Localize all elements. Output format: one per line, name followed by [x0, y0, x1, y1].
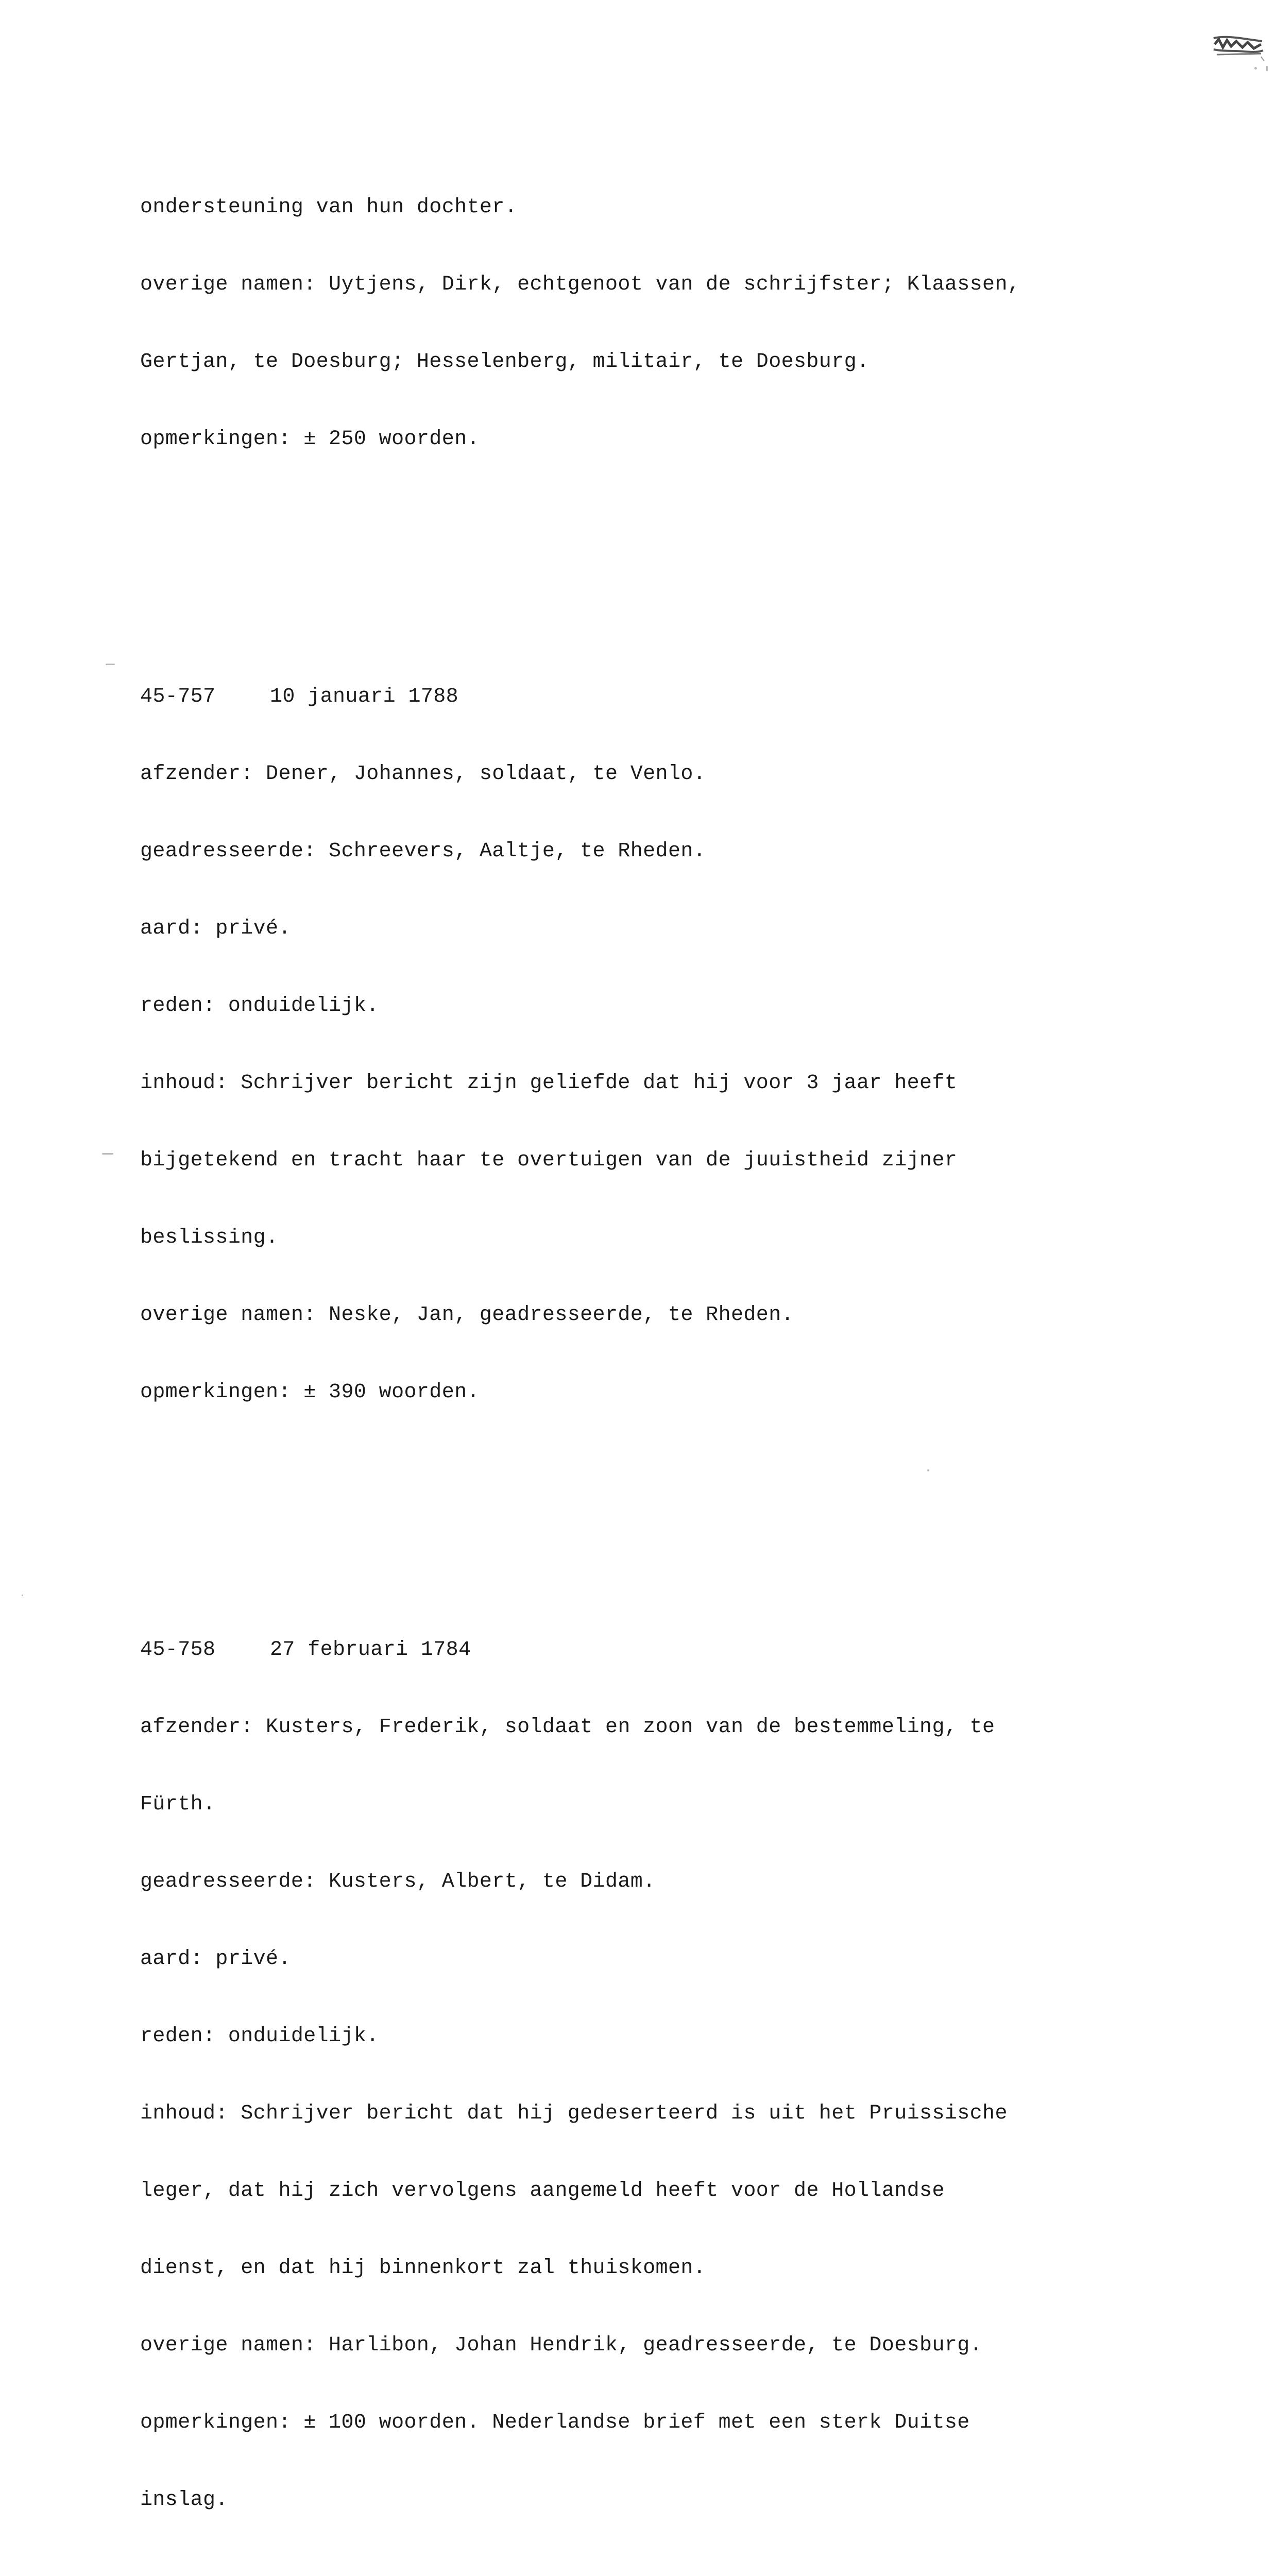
- entry-line: beslissing.: [140, 1226, 279, 1249]
- entry-line: afzender: Dener, Johannes, soldaat, te Venlo.: [140, 762, 706, 786]
- entry-line: inhoud: Schrijver bericht dat hij gedeserteerd is uit het Pruissische: [140, 2102, 1008, 2125]
- archive-stamp-icon: [1212, 34, 1265, 63]
- entry-line: inhoud: Schrijver bericht zijn geliefde dat hij voor 3 jaar heeft: [140, 1072, 958, 1095]
- letter-entry: [140, 1586, 1170, 2565]
- entry-line: overige namen: Uytjens, Dirk, echtgenoot van de schrijfster; Klaassen,: [140, 273, 1020, 296]
- entry-line: inslag.: [140, 2488, 228, 2512]
- entry-line: Gertjan, te Doesburg; Hesselenberg, militair, te Doesburg.: [140, 350, 870, 374]
- entry-line: opmerkingen: ± 250 woorden.: [140, 428, 480, 451]
- entry-line: aard: privé.: [140, 917, 291, 940]
- entry-line: dienst, en dat hij binnenkort zal thuiskomen.: [140, 2257, 706, 2280]
- entry-date: 10 januari 1788: [270, 685, 459, 708]
- entry-number: 45-758: [140, 1638, 216, 1662]
- continued-entry: [140, 143, 1170, 504]
- entry-line: ondersteuning van hun dochter.: [140, 196, 518, 219]
- entry-line: aard: privé.: [140, 1947, 291, 1971]
- entry-line: bijgetekend en tracht haar te overtuigen van de juuistheid zijner: [140, 1149, 958, 1172]
- entry-line: reden: onduidelijk.: [140, 994, 379, 1018]
- entry-line: Fürth.: [140, 1793, 216, 1816]
- letter-entry: [140, 633, 1170, 1457]
- entry-line: overige namen: Harlibon, Johan Hendrik, geadresseerde, te Doesburg.: [140, 2334, 983, 2357]
- entry-line: overige namen: Neske, Jan, geadresseerde, te Rheden.: [140, 1303, 794, 1327]
- entry-number: 45-757: [140, 685, 216, 708]
- entry-line: reden: onduidelijk.: [140, 2025, 379, 2048]
- entry-line: geadresseerde: Kusters, Albert, te Didam.: [140, 1870, 656, 1893]
- entry-date: 27 februari 1784: [270, 1638, 471, 1662]
- entry-line: geadresseerde: Schreevers, Aaltje, te Rheden.: [140, 840, 706, 863]
- entry-line: opmerkingen: ± 100 woorden. Nederlandse brief met een sterk Duitse: [140, 2411, 970, 2434]
- letter-register-text: [140, 66, 1170, 2576]
- entry-line: leger, dat hij zich vervolgens aangemeld heeft voor de Hollandse: [140, 2179, 945, 2202]
- entry-header: [140, 684, 1170, 710]
- entry-line: opmerkingen: ± 390 woorden.: [140, 1381, 480, 1404]
- entry-header: [140, 1637, 1170, 1663]
- entry-line: afzender: Kusters, Frederik, soldaat en zoon van de bestemmeling, te: [140, 1716, 995, 1739]
